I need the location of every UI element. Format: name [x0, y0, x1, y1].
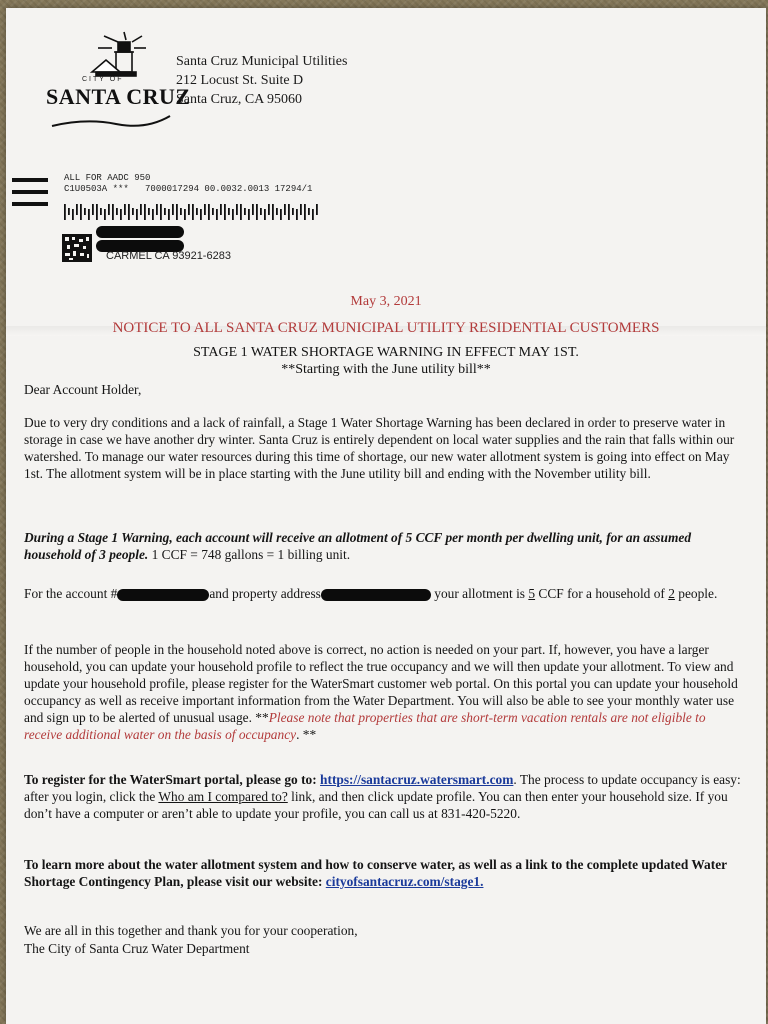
watersmart-link[interactable]: https://santacruz.watersmart.com: [320, 772, 514, 787]
stage-title: STAGE 1 WATER SHORTAGE WARNING IN EFFECT MAY 1ST.: [193, 345, 579, 360]
vacation-rental-note: Please note that properties that are short-term vacation rentals are not eligible to receive additional water on the basis of occupancy: [24, 710, 706, 742]
redacted-name: [96, 226, 184, 238]
mail-line-2: C1U0503A *** 7000017294 00.0032.0013 17294/1: [64, 184, 313, 194]
paragraph-learn-more: [24, 856, 744, 890]
stage-heading: [6, 344, 766, 378]
register-bold: To register for the WaterSmart portal, please go to:: [24, 772, 321, 787]
paragraph-update-profile: [24, 641, 744, 743]
allotment-ccf: 1 CCF = 748 gallons = 1 billing unit.: [148, 547, 351, 562]
household-value: 2: [668, 586, 675, 601]
allotment-label: your allotment is: [430, 586, 529, 601]
letter-date: May 3, 2021: [350, 294, 422, 309]
sender-line-2: 212 Locust St. Suite D: [176, 73, 304, 88]
closing-line: We are all in this together and thank you for your cooperation,: [24, 923, 358, 938]
postal-barcode-icon: [64, 204, 324, 220]
paragraph-account: [24, 585, 744, 602]
register-text-1: . The process to update occupancy is easy: after you login, click the: [24, 772, 741, 804]
stage1-link[interactable]: cityofsantacruz.com/stage1.: [325, 874, 484, 889]
letter-paper: [6, 8, 766, 1024]
salutation: Dear Account Holder,: [24, 382, 142, 397]
register-text-2: link, and then click update profile. You can then enter your household size. If you don’t have a computer or aren’t able to update your profile, you can call us at 831-420-5220.: [24, 789, 728, 821]
paragraph-register: [24, 771, 744, 822]
update-text: If the number of people in the household noted above is correct, no action is needed on your part. If, however, you have a larger household, you can update your household profile to reflect the true occupancy and we will then update your allotment. To view and update your household profile, please register for the WaterSmart customer web portal. On this portal you can update your household occupancy as well as receive important information from the Water Department. You will also be able to see your monthly water use and sign up to be alerted of unusual usage. **: [24, 642, 738, 725]
allotment-value: 5: [528, 586, 536, 601]
who-am-i-link[interactable]: Who am I compared to?: [158, 789, 288, 804]
learn-more-bold: To learn more about the water allotment system and how to conserve water, as well as a link to the complete updated Water Shortage Contingency Plan, please visit our website:: [24, 857, 727, 889]
logo-city-of: CITY OF: [82, 76, 124, 83]
signature: The City of Santa Cruz Water Department: [24, 941, 250, 956]
redacted-account: [117, 589, 209, 601]
people-label: people.: [674, 586, 718, 601]
paragraph-allotment: [24, 529, 744, 563]
qr-code-icon: [62, 234, 92, 262]
redacted-address: [321, 589, 431, 601]
allotment-bold: During a Stage 1 Warning, each account will receive an allotment of 5 CCF per month per dwelling unit, for an assumed household of 3 people.: [24, 530, 692, 562]
sender-line-3: Santa Cruz, CA 95060: [176, 92, 302, 107]
mailing-codes: [64, 173, 312, 195]
sender-address: [176, 52, 347, 109]
address-label: and property address: [209, 586, 321, 601]
notice-heading: NOTICE TO ALL SANTA CRUZ MUNICIPAL UTILITY RESIDENTIAL CUSTOMERS: [112, 320, 660, 336]
note-end: . **: [296, 727, 317, 742]
account-label: For the account #: [24, 586, 118, 601]
stage-subtitle: **Starting with the June utility bill**: [281, 362, 491, 377]
postal-marks: [12, 178, 48, 214]
sender-line-1: Santa Cruz Municipal Utilities: [176, 54, 348, 69]
mail-line-1: ALL FOR AADC 950: [64, 173, 151, 183]
paragraph-intro: Due to very dry conditions and a lack of rainfall, a Stage 1 Water Shortage Warning has been declared in order to preserve water in storage in case we have another dry winter. Santa Cruz is entirely dependent on local water supplies and the rain that falls within our watershed. To manage our water resources during this time of shortage, our new water allotment system is going into effect on May 1st. The allotment system will be in place starting with the June utility bill and ending with the November utility bill.: [24, 415, 735, 481]
household-label: CCF for a household of: [535, 586, 669, 601]
recipient-city: CARMEL CA 93921-6283: [106, 250, 231, 262]
logo-santa-cruz: SANTA CRUZ: [46, 84, 191, 109]
